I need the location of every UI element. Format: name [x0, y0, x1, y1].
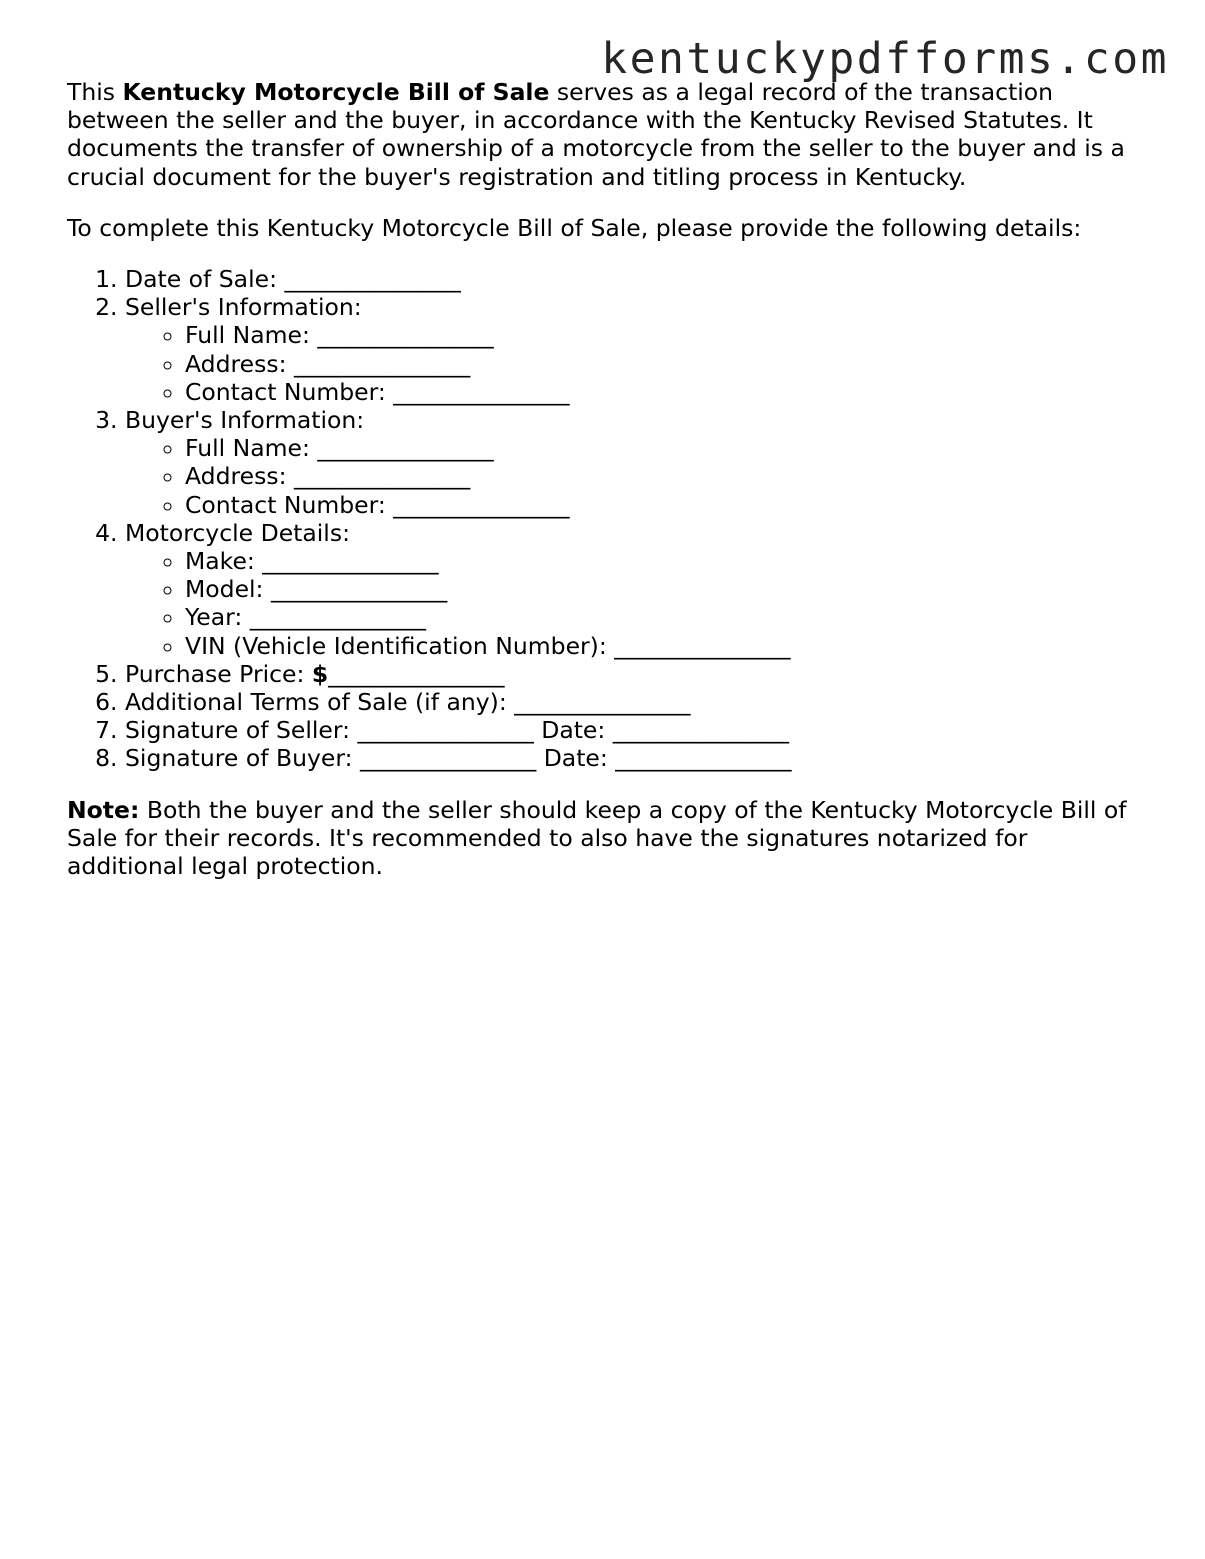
model-label: Model:: [185, 575, 271, 604]
additional-terms-item: [125, 688, 1147, 716]
date-of-sale-label: Date of Sale:: [125, 265, 285, 294]
buyer-info-list: [125, 434, 1147, 519]
note-paragraph: [67, 796, 1147, 881]
seller-address-label: Address:: [185, 349, 294, 378]
details-list: [67, 265, 1147, 773]
motorcycle-details-label: Motorcycle Details:: [125, 518, 350, 547]
buyer-address-blank[interactable]: _______________: [293, 462, 471, 491]
year-blank[interactable]: _______________: [249, 603, 426, 632]
seller-contact-item: [185, 378, 1147, 406]
buyer-signature-blank[interactable]: _______________: [359, 744, 537, 773]
seller-full-name-item: [185, 321, 1147, 349]
buyer-info-label: Buyer's Information:: [125, 406, 365, 435]
buyer-signature-item: [125, 744, 1147, 772]
vin-blank[interactable]: _______________: [614, 631, 791, 660]
seller-info-item: [125, 293, 1147, 406]
buyer-full-name-label: Full Name:: [185, 434, 318, 463]
date-of-sale-item: [125, 265, 1147, 293]
motorcycle-details-item: [125, 519, 1147, 660]
buyer-contact-label: Contact Number:: [185, 490, 394, 519]
buyer-date-label: Date:: [536, 744, 616, 773]
seller-signature-item: [125, 716, 1147, 744]
year-label: Year:: [185, 603, 250, 632]
make-item: [185, 547, 1147, 575]
model-blank[interactable]: _______________: [270, 575, 448, 604]
seller-signature-blank[interactable]: _______________: [357, 716, 534, 745]
buyer-address-item: [185, 462, 1147, 490]
intro-title: Kentucky Motorcycle Bill of Sale: [122, 78, 550, 106]
additional-terms-label: Additional Terms of Sale (if any):: [125, 688, 515, 717]
note-label: Note:: [67, 795, 140, 824]
seller-full-name-blank[interactable]: _______________: [317, 321, 494, 350]
intro-paragraph: [67, 78, 1147, 191]
buyer-info-item: [125, 406, 1147, 519]
buyer-address-label: Address:: [185, 462, 294, 491]
seller-date-label: Date:: [533, 716, 613, 745]
vin-item: [185, 632, 1147, 660]
seller-info-label: Seller's Information:: [125, 293, 362, 322]
seller-full-name-label: Full Name:: [185, 321, 318, 350]
date-of-sale-blank[interactable]: _______________: [284, 265, 461, 294]
seller-contact-label: Contact Number:: [185, 377, 394, 406]
vin-label: VIN (Vehicle Identification Number):: [185, 631, 615, 660]
seller-address-blank[interactable]: _______________: [293, 349, 471, 378]
buyer-date-blank[interactable]: _______________: [615, 744, 792, 773]
seller-date-blank[interactable]: _______________: [612, 716, 790, 745]
seller-signature-label: Signature of Seller:: [125, 716, 358, 745]
buyer-contact-item: [185, 491, 1147, 519]
intro-suffix: serves as a legal record of the transaction between the seller and the buyer, in accordance with the Kentucky Revised Statutes. It documents the transfer of ownership of a motorcycle from the seller to the buyer and is a crucial document for the buyer's registration and titling process in Kentucky.: [67, 78, 1125, 191]
watermark: kentuckypdfforms.com: [601, 34, 1169, 84]
purchase-price-blank[interactable]: _______________: [328, 659, 505, 688]
seller-contact-blank[interactable]: _______________: [393, 377, 570, 406]
buyer-contact-blank[interactable]: _______________: [393, 490, 570, 519]
seller-address-item: [185, 350, 1147, 378]
year-item: [185, 603, 1147, 631]
intro-prefix: This: [67, 78, 123, 106]
make-blank[interactable]: _______________: [262, 547, 439, 576]
purchase-price-label: Purchase Price:: [125, 659, 312, 688]
buyer-signature-label: Signature of Buyer:: [125, 744, 360, 773]
seller-info-list: [125, 321, 1147, 406]
additional-terms-blank[interactable]: _______________: [514, 688, 691, 717]
buyer-full-name-blank[interactable]: _______________: [317, 434, 494, 463]
motorcycle-details-list: [125, 547, 1147, 660]
note-text: Both the buyer and the seller should keep a copy of the Kentucky Motorcycle Bill of Sale for their records. It's recommended to also have the signatures notarized for additional legal protection.: [67, 795, 1127, 881]
document-body: [67, 78, 1147, 880]
currency-symbol: $: [311, 659, 329, 688]
model-item: [185, 575, 1147, 603]
make-label: Make:: [185, 547, 263, 576]
buyer-full-name-item: [185, 434, 1147, 462]
instructions-paragraph: To complete this Kentucky Motorcycle Bill of Sale, please provide the following details:: [67, 213, 1082, 242]
purchase-price-item: [125, 660, 1147, 688]
